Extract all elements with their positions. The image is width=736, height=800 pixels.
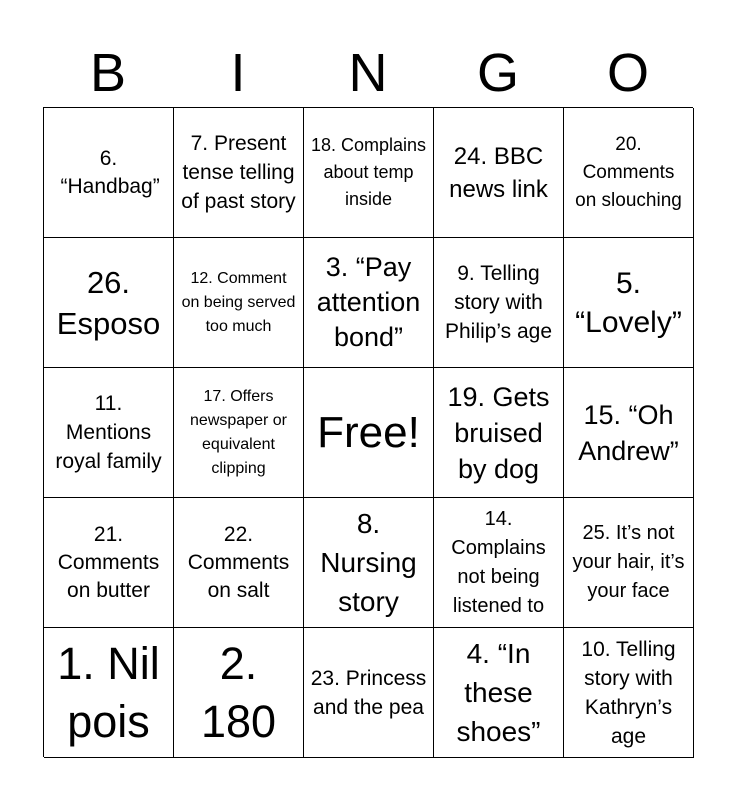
cell-text: 15. “Oh Andrew” [578, 399, 679, 466]
header-letter-i: I [230, 43, 246, 103]
cell-text: 4. “In these shoes” [456, 638, 541, 747]
bingo-cell[interactable] [434, 498, 564, 628]
bingo-cell[interactable] [434, 368, 564, 498]
bingo-cell[interactable] [564, 368, 694, 498]
cell-text: 23. Princess and the pea [310, 666, 427, 719]
cell-text: 20. Comments on slouching [575, 133, 682, 211]
cell-text: 14. Complains not being listened to [451, 507, 546, 617]
cell-text: 25. It’s not your hair, it’s your face [572, 522, 685, 602]
header-letter-n: N [348, 43, 388, 103]
bingo-cell[interactable] [304, 628, 434, 758]
bingo-cell-free[interactable] [304, 368, 434, 498]
cell-text: 5. “Lovely” [575, 266, 682, 339]
free-space-text: Free! [317, 407, 420, 457]
bingo-grid [43, 107, 693, 757]
cell-text: 9. Telling story with Philip’s age [444, 262, 553, 343]
cell-text: 7. Present tense telling of past story [181, 132, 296, 213]
cell-text: 3. “Pay attention bond” [316, 252, 421, 352]
cell-text: 2. 180 [200, 637, 277, 747]
bingo-cell[interactable] [564, 108, 694, 238]
bingo-cell[interactable] [564, 628, 694, 758]
bingo-cell[interactable] [174, 628, 304, 758]
bingo-cell[interactable] [434, 238, 564, 368]
bingo-cell[interactable] [44, 498, 174, 628]
bingo-cell[interactable] [304, 238, 434, 368]
cell-text: 10. Telling story with Kathryn’s age [581, 637, 676, 748]
header-letter-o: O [606, 43, 649, 103]
bingo-cell[interactable] [44, 368, 174, 498]
bingo-cell[interactable] [304, 108, 434, 238]
bingo-cell[interactable] [174, 238, 304, 368]
cell-text: 17. Offers newspaper or equivalent clipping [190, 387, 287, 477]
bingo-cell[interactable] [44, 628, 174, 758]
header-letter-b: B [89, 43, 127, 103]
bingo-cell[interactable] [564, 498, 694, 628]
bingo-cell[interactable] [174, 498, 304, 628]
bingo-cell[interactable] [434, 628, 564, 758]
bingo-cell[interactable] [44, 238, 174, 368]
cell-text: 8. Nursing story [320, 508, 417, 617]
cell-text: 6. “Handbag” [60, 146, 160, 198]
cell-text: 24. BBC news link [449, 142, 548, 203]
cell-text: 12. Comment on being served too much [181, 269, 296, 335]
bingo-cell[interactable] [44, 108, 174, 238]
bingo-cell[interactable] [564, 238, 694, 368]
bingo-header [43, 40, 693, 106]
cell-text: 18. Complains about temp inside [310, 135, 427, 209]
cell-text: 22. Comments on salt [187, 522, 290, 602]
bingo-cell[interactable] [434, 108, 564, 238]
cell-text: 19. Gets bruised by dog [447, 381, 550, 484]
bingo-cell[interactable] [174, 368, 304, 498]
cell-text: 21. Comments on butter [57, 522, 160, 602]
header-letter-g: G [476, 43, 519, 103]
cell-text: 26. Esposo [56, 264, 161, 341]
cell-text: 1. Nil pois [57, 637, 160, 747]
bingo-cell[interactable] [174, 108, 304, 238]
cell-text: 11. Mentions royal family [55, 392, 162, 473]
bingo-cell[interactable] [304, 498, 434, 628]
